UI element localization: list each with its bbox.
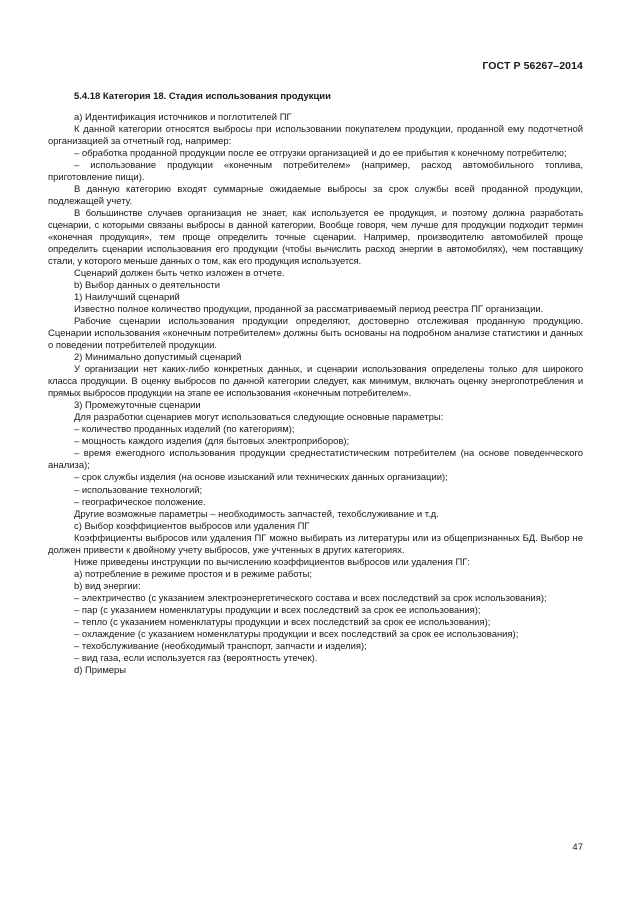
paragraph: У организации нет каких-либо конкретных данных, и сценарии использования определены только для широкого класса продукции. В оценку выбросов по данной категории следует, как минимум, включать оценку энергопотребления и прямых выбросов продукции на этапе ее использования «конечным потребителем». <box>48 364 583 400</box>
paragraph: – использование продукции «конечным потребителем» (например, расход автомобильного топлива, приготовление пищи). <box>48 160 583 184</box>
paragraph: К данной категории относятся выбросы при использовании покупателем продукции, проданной ему подотчетной организацией за отчетный год, например: <box>48 124 583 148</box>
paragraph: – географическое положение. <box>74 496 206 508</box>
paragraph: В большинстве случаев организация не знает, как используется ее продукция, и поэтому должна разработать сценарии, с которыми связаны выбросы в данной категории. Вообще говоря, чем лучше для продукции подходит термин «конечная продукция», тем проще определить точные сценарии. Например, производителю автомобилей проще определить сценарии использования его продукции (чтобы вычислить расход энергии в автомобилях), чем поставщику стали, у которого меньше данных о том, как его продукция используется. <box>48 208 583 268</box>
paragraph: 2) Минимально допустимый сценарий <box>74 352 242 364</box>
paragraph: Коэффициенты выбросов или удаления ПГ можно выбирать из литературы или из общепризнанных БД. Выбор не должен привести к двойному учету выбросов, уже учтенных в других категориях. <box>48 532 583 556</box>
paragraph: – тепло (с указанием номенклатуры продукции и всех последствий за срок ее использования); <box>74 616 491 628</box>
paragraph: – обработка проданной продукции после ее отгрузки организацией и до ее прибытия к конечному потребителю; <box>74 148 567 160</box>
body-text <box>48 91 583 677</box>
paragraph: b) Выбор данных о деятельности <box>74 280 221 292</box>
paragraph: Сценарий должен быть четко изложен в отчете. <box>74 268 285 280</box>
paragraph: Другие возможные параметры – необходимость запчастей, техобслуживание и т.д. <box>74 508 439 520</box>
paragraph: – количество проданных изделий (по категориям); <box>74 424 295 436</box>
paragraph: Рабочие сценарии использования продукции определяют, достоверно отслеживая проданную продукцию. Сценарии использования «конечным потребителем» должны быть основаны на подробном анализе статистики и данных о поведении потребителей продукции. <box>48 316 583 352</box>
paragraph: Известно полное количество продукции, проданной за рассматриваемый период реестра ПГ организации. <box>74 304 544 316</box>
paragraph: Ниже приведены инструкции по вычислению коэффициентов выбросов или удаления ПГ: <box>74 556 471 568</box>
paragraph: 3) Промежуточные сценарии <box>74 400 201 412</box>
paragraph: – время ежегодного использования продукции среднестатистическим потребителем (на основе поведенческого анализа); <box>48 448 583 472</box>
paragraph: – техобслуживание (необходимый транспорт, запчасти и изделия); <box>74 640 367 652</box>
paragraph: – использование технологий; <box>74 484 203 496</box>
paragraph: – охлаждение (с указанием номенклатуры продукции и всех последствий за срок ее использования); <box>74 628 519 640</box>
paragraph: – мощность каждого изделия (для бытовых электроприборов); <box>74 436 350 448</box>
paragraph: – вид газа, если используется газ (вероятность утечек). <box>74 652 318 664</box>
paragraph: d) Примеры <box>74 664 127 676</box>
paragraph: – пар (с указанием номенклатуры продукции и всех последствий за срок ее использования); <box>74 604 481 616</box>
section-heading: 5.4.18 Категория 18. Стадия использования продукции <box>74 91 331 102</box>
standard-header: ГОСТ Р 56267–2014 <box>482 60 583 72</box>
paragraph: – срок службы изделия (на основе изысканий или технических данных организации); <box>74 472 448 484</box>
paragraph: 1) Наилучший сценарий <box>74 292 180 304</box>
paragraph: – электричество (с указанием электроэнергетического состава и всех последствий за срок использования); <box>74 592 547 604</box>
paragraph: c) Выбор коэффициентов выбросов или удаления ПГ <box>74 520 310 532</box>
paragraph: а) потребление в режиме простоя и в режиме работы; <box>74 568 313 580</box>
paragraph: а) Идентификация источников и поглотителей ПГ <box>74 112 292 124</box>
paragraph: b) вид энергии: <box>74 580 141 592</box>
page-number: 47 <box>572 842 583 853</box>
paragraph: В данную категорию входят суммарные ожидаемые выбросы за срок службы всей проданной продукции, подлежащей учету. <box>48 184 583 208</box>
paragraph: Для разработки сценариев могут использоваться следующие основные параметры: <box>74 412 444 424</box>
